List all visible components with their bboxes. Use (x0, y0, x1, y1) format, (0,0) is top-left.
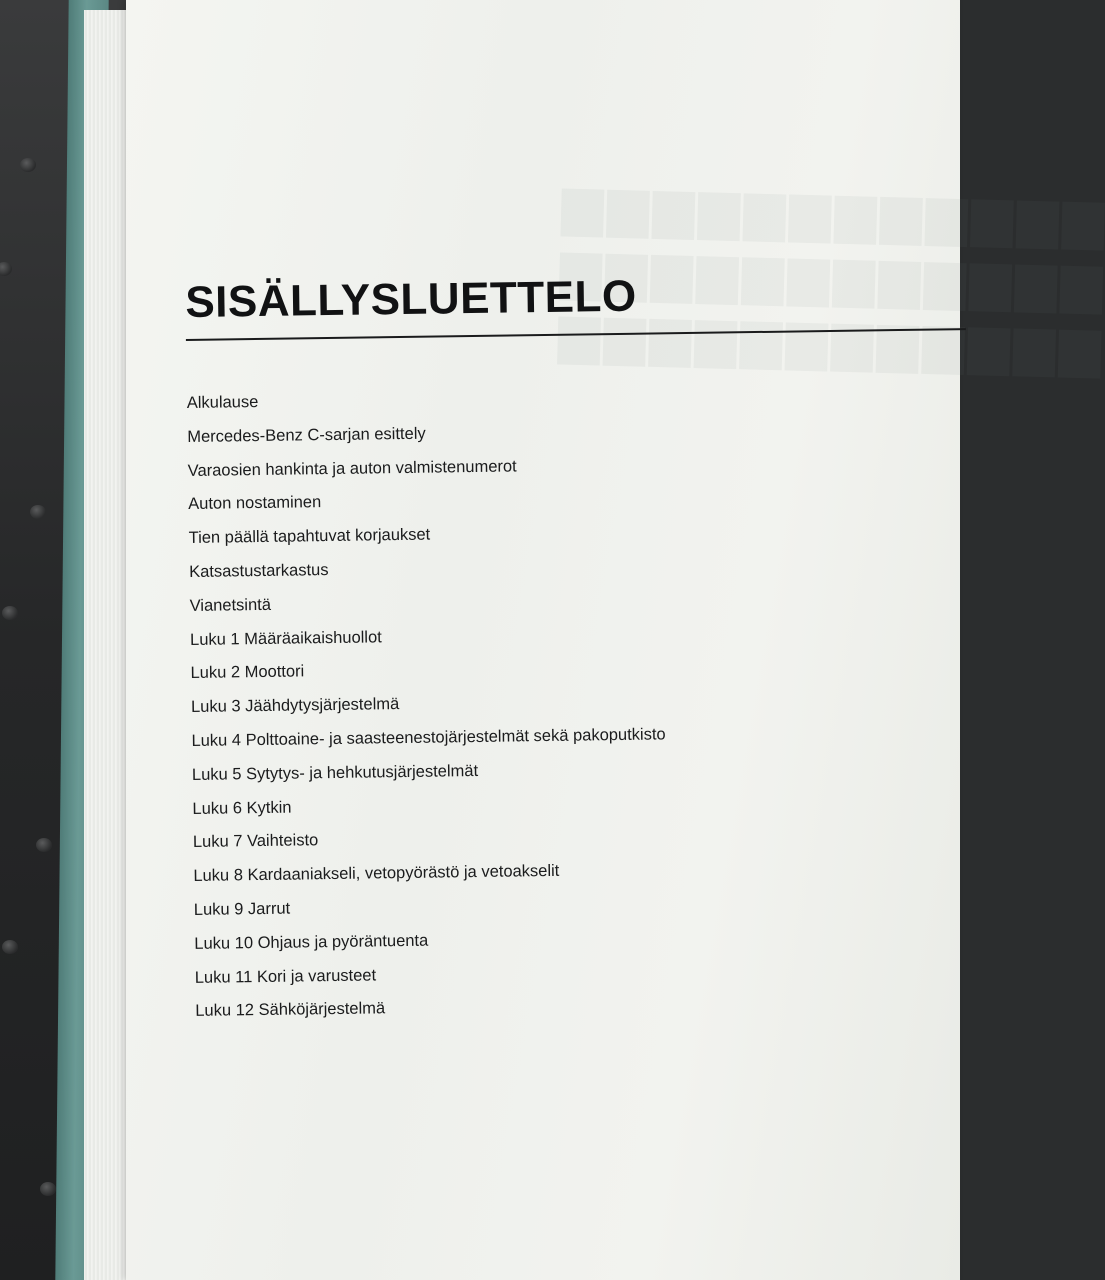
toc-entry: Luku 3 Jäähdytysjärjestelmä (190, 695, 400, 717)
toc-entry: Tien päällä tapahtuvat korjaukset (188, 525, 431, 548)
surface-bump (40, 1182, 56, 1196)
toc-entry: Luku 8 Kardaaniakseli, vetopyörästö ja vetoakselit (193, 861, 560, 886)
toc-entry: Luku 6 Kytkin (192, 798, 292, 818)
surface-bump (20, 158, 36, 172)
table-of-contents (187, 376, 971, 1029)
surface-bump (30, 505, 46, 519)
toc-entry: Luku 10 Ohjaus ja pyöräntuenta (194, 931, 429, 953)
toc-entry: Vianetsintä (189, 595, 272, 615)
toc-entry: Katsastustarkastus (189, 561, 329, 581)
surface-bump (0, 262, 12, 276)
page-title: SISÄLLYSLUETTELO (185, 271, 637, 327)
toc-entry: Luku 7 Vaihteisto (192, 831, 319, 852)
surface-bump (2, 940, 18, 954)
toc-entry: Alkulause (186, 392, 259, 412)
toc-entry: Luku 1 Määräaikaishuollot (189, 627, 382, 649)
surface-bump (36, 838, 52, 852)
toc-entry: Luku 2 Moottori (190, 662, 305, 683)
toc-entry: Luku 4 Polttoaine- ja saasteenestojärjestelmät sekä pakoputkisto (191, 725, 666, 750)
toc-entry: Luku 5 Sytytys- ja hehkutusjärjestelmät (191, 761, 479, 784)
toc-entry: Luku 11 Kori ja varusteet (194, 965, 377, 987)
show-through-text: ▆▆▆▆▆▆▆▆▆▆▆▆ ▆▆▆▆▆▆▆▆▆▆▆▆ ▆▆▆▆▆▆▆▆▆▆▆▆ (553, 172, 1105, 379)
toc-entry: Luku 9 Jarrut (193, 899, 291, 919)
toc-entry: Auton nostaminen (188, 493, 322, 514)
title-rule (186, 328, 966, 341)
toc-entry: Mercedes-Benz C-sarjan esittely (187, 424, 426, 446)
toc-entry: Varaosien hankinta ja auton valmistenumerot (187, 456, 517, 480)
toc-content (185, 264, 970, 1029)
toc-entry: Luku 12 Sähköjärjestelmä (195, 999, 386, 1021)
surface-bump (2, 606, 18, 620)
